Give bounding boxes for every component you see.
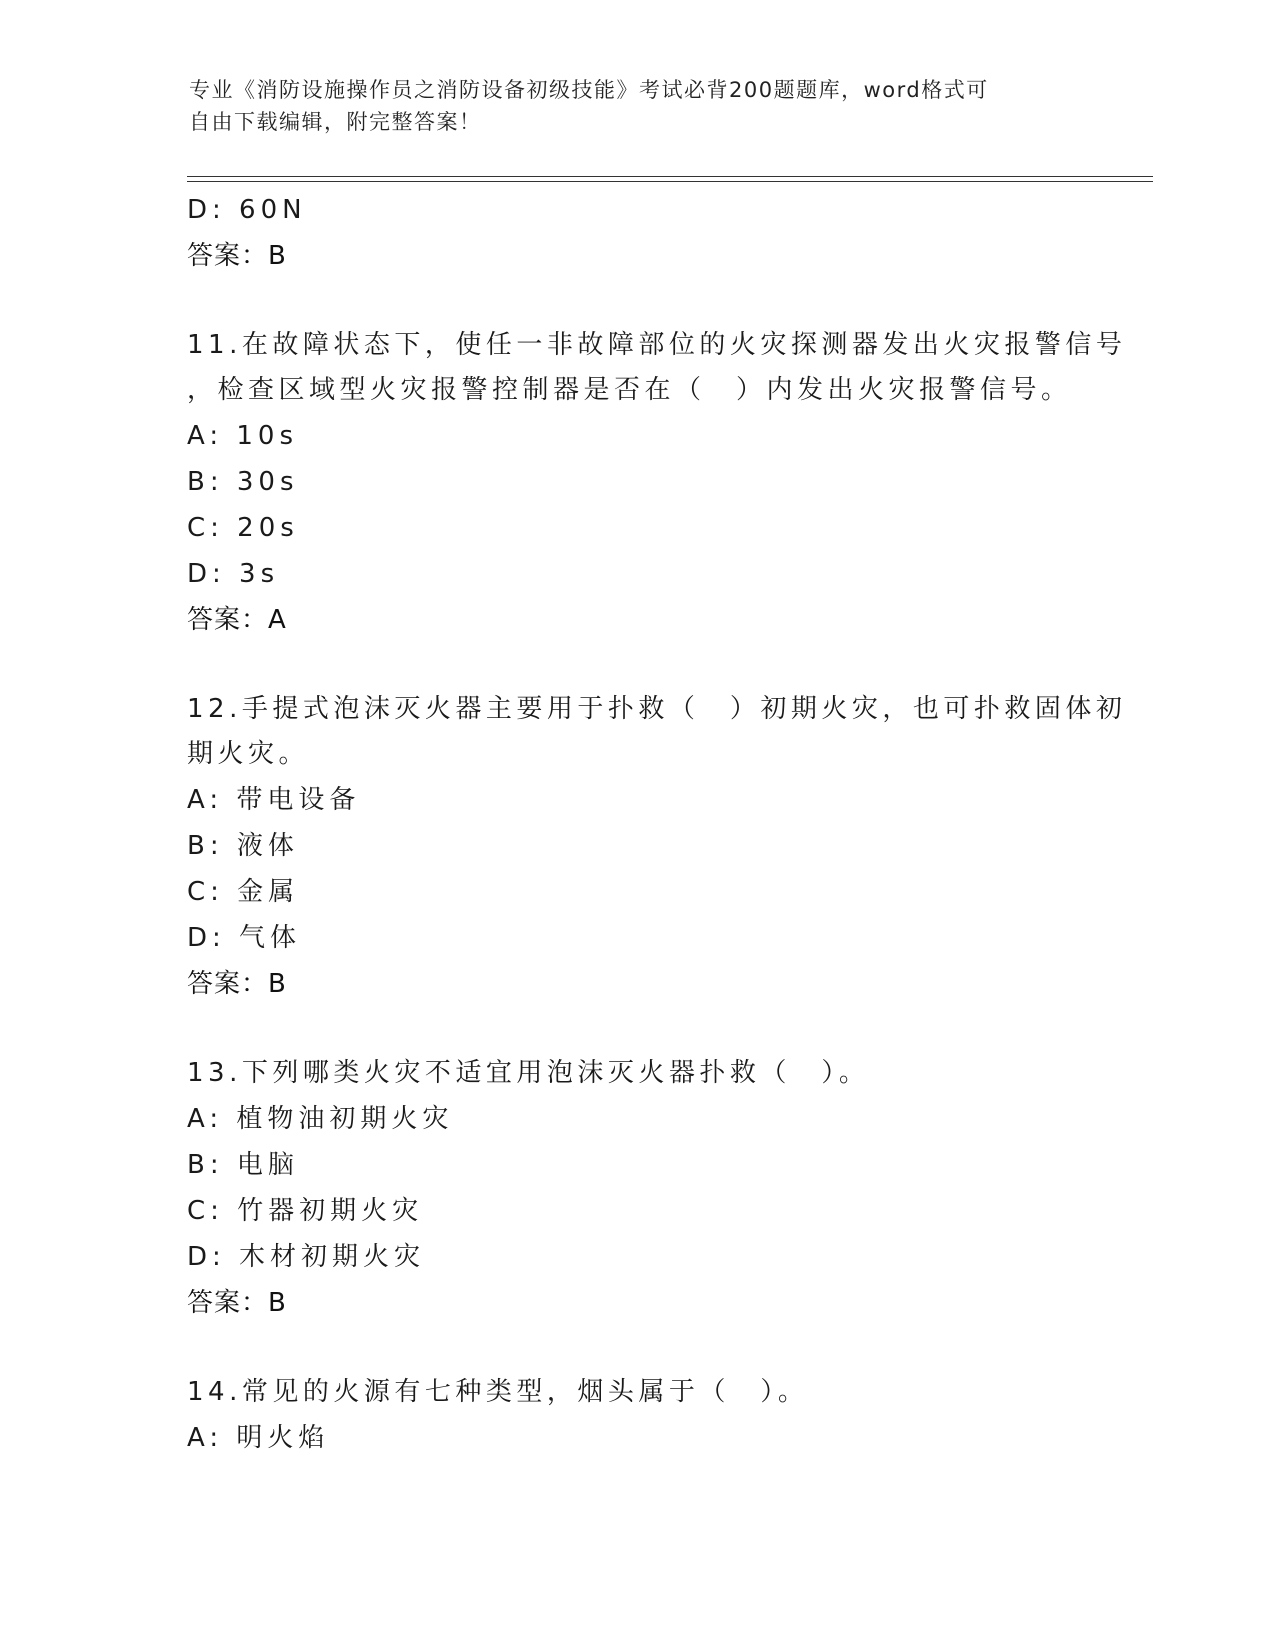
option-a: A: 带电设备 bbox=[187, 785, 361, 815]
question-stem-line: 14.常见的火源有七种类型，烟头属于（ ）。 bbox=[187, 1377, 809, 1407]
option-a: A: 10s bbox=[187, 421, 298, 451]
option-c: C: 竹器初期火灾 bbox=[187, 1196, 424, 1226]
option-a: A: 植物油初期火灾 bbox=[187, 1104, 454, 1134]
option-d: D: 3s bbox=[187, 559, 280, 589]
header-title-line-1: 专业《消防设施操作员之消防设备初级技能》考试必背200题题库，word格式可 bbox=[189, 78, 989, 102]
option-c: C: 金属 bbox=[187, 877, 300, 907]
option-d: D: 木材初期火灾 bbox=[187, 1242, 426, 1272]
question-11 bbox=[187, 323, 1127, 643]
option-b: B: 30s bbox=[187, 467, 299, 497]
question-list bbox=[187, 187, 1127, 1461]
answer-label: 答案：B bbox=[187, 1288, 287, 1318]
question-stem-line: 12.手提式泡沫灭火器主要用于扑救（ ）初期火灾，也可扑救固体初 bbox=[187, 694, 1127, 724]
option-d: D: 60N bbox=[187, 195, 307, 225]
question-stem-line: 11.在故障状态下，使任一非故障部位的火灾探测器发出火灾报警信号 bbox=[187, 330, 1127, 360]
previous-question-tail bbox=[187, 187, 1087, 279]
question-stem bbox=[187, 1051, 1077, 1096]
option-b: B: 液体 bbox=[187, 831, 299, 861]
header-title-line-2: 自由下载编辑，附完整答案！ bbox=[189, 110, 482, 134]
question-stem bbox=[187, 687, 1127, 777]
question-stem bbox=[187, 323, 1127, 413]
question-13 bbox=[187, 1051, 1087, 1326]
question-stem-line: 13.下列哪类火灾不适宜用泡沫灭火器扑救（ ）。 bbox=[187, 1058, 870, 1088]
question-stem-line: ，检查区域型火灾报警控制器是否在（ ）内发出火灾报警信号。 bbox=[187, 375, 1072, 405]
option-a: A: 明火焰 bbox=[187, 1423, 330, 1453]
answer-label: 答案：A bbox=[187, 605, 287, 635]
option-c: C: 20s bbox=[187, 513, 299, 543]
question-14 bbox=[187, 1370, 1087, 1461]
document-header bbox=[189, 74, 1069, 138]
header-divider-top bbox=[187, 176, 1153, 177]
option-b: B: 电脑 bbox=[187, 1150, 299, 1180]
answer-label: 答案：B bbox=[187, 969, 287, 999]
header-divider-bottom bbox=[187, 181, 1153, 182]
answer-label: 答案：B bbox=[187, 241, 287, 271]
option-d: D: 气体 bbox=[187, 923, 302, 953]
question-stem-line: 期火灾。 bbox=[187, 739, 310, 769]
question-stem bbox=[187, 1370, 1077, 1415]
question-12 bbox=[187, 687, 1127, 1007]
